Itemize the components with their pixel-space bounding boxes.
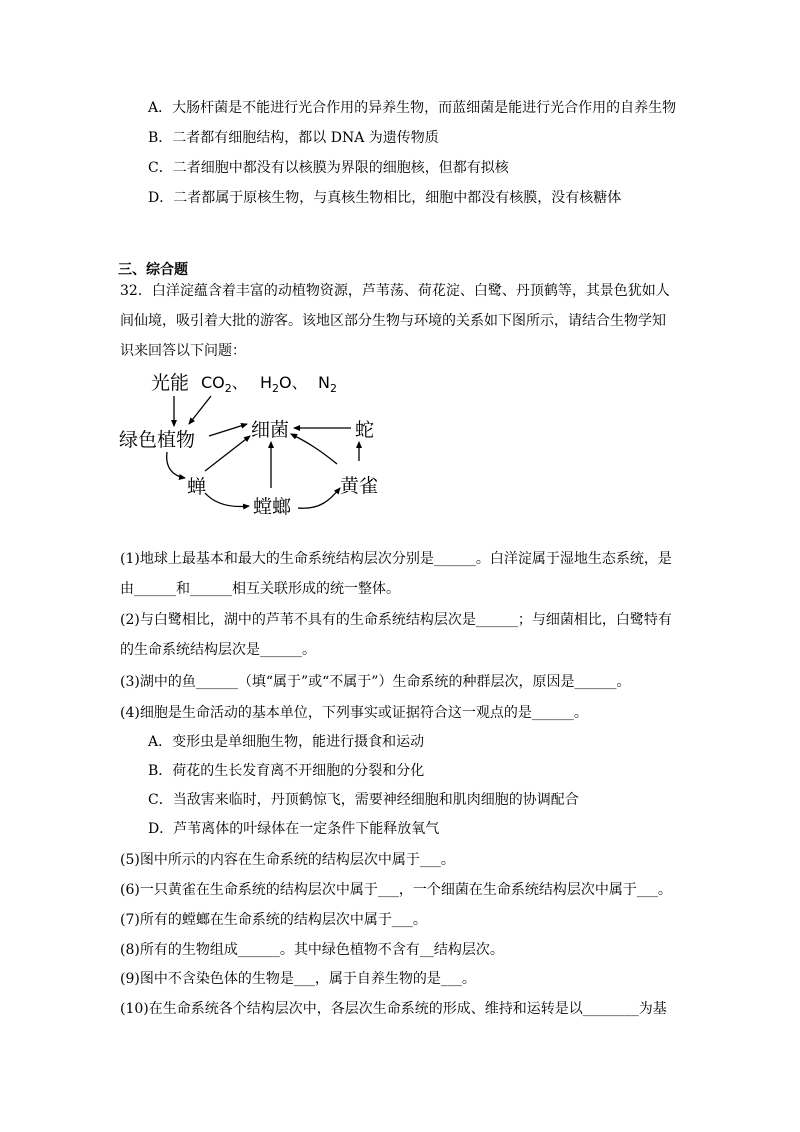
arrow-plant-bacteria <box>209 424 247 436</box>
option-a: A．大肠杆菌是不能进行光合作用的异养生物，而蓝细菌是能进行光合作用的自养生物 <box>148 100 677 116</box>
q4-option-b: B．荷花的生长发育离不开细胞的分裂和分化 <box>148 763 425 779</box>
subquestion-1-line-1: (1)地球上最基本和最大的生命系统结构层次分别是______。白洋淀属于湿地生态系统，是 <box>120 551 672 567</box>
option-d: D．二者都属于原核生物，与真核生物相比，细胞中都没有核膜，没有核糖体 <box>148 190 622 206</box>
section-heading: 三、综合题 <box>118 262 188 278</box>
bacteria-label: 细菌 <box>251 419 290 441</box>
subquestion-7: (7)所有的螳螂在生命系统的结构层次中属于___。 <box>120 912 427 928</box>
q4-option-c: C．当敌害来临时，丹顶鹤惊飞，需要神经细胞和肌肉细胞的协调配合 <box>148 792 579 808</box>
q4-option-d: D．芦苇离体的叶绿体在一定条件下能释放氧气 <box>148 821 440 837</box>
option-c: C．二者细胞中都没有以核膜为界限的细胞核，但都有拟核 <box>148 160 509 176</box>
subquestion-2-line-1: (2)与白鹭相比，湖中的芦苇不具有的生命系统结构层次是______；与细菌相比，白鹭特有 <box>120 612 672 628</box>
subquestion-4: (4)细胞是生命活动的基本单位，下列事实或证据符合这一观点的是______。 <box>120 705 588 721</box>
subquestion-5: (5)图中所示的内容在生命系统的结构层次中属于___。 <box>120 852 455 868</box>
snake-label: 蛇 <box>355 419 375 441</box>
co2-label: $CO_2$、 <box>201 373 248 395</box>
subquestion-8: (8)所有的生物组成______。其中绿色植物不含有__结构层次。 <box>120 942 504 958</box>
question-stem-line-2: 间仙境，吸引着大批的游客。该地区部分生物与环境的关系如下图所示，请结合生物学知 <box>120 313 666 329</box>
cicada-label: 蝉 <box>187 476 207 498</box>
option-b: B．二者都有细胞结构，都以 DNA 为遗传物质 <box>148 130 439 146</box>
question-stem-line-1: 32．白洋淀蕴含着丰富的动植物资源，芦苇荡、荷花淀、白鹭、丹顶鹤等，其景色犹如人 <box>120 283 670 299</box>
subquestion-1-line-2: 由______和______相互关联形成的统一整体。 <box>120 581 400 597</box>
n2-label: $N_2$ <box>318 373 337 395</box>
arrow-mantis-oriole <box>298 488 340 508</box>
arrow-plant-cicada <box>167 452 185 478</box>
subquestion-2-line-2: 的生命系统结构层次是______。 <box>120 642 316 658</box>
arrow-cicada-bacteria <box>205 436 250 471</box>
subquestion-10: (10)在生命系统各个结构层次中，各层次生命系统的形成、维持和运转是以________为基 <box>120 1001 667 1017</box>
subquestion-6: (6)一只黄雀在生命系统的结构层次中属于___，一个细菌在生命系统结构层次中属于___。 <box>120 882 672 898</box>
oriole-label: 黄雀 <box>340 475 379 497</box>
arrow-oriole-bacteria <box>291 434 337 464</box>
food-web-diagram <box>115 368 390 520</box>
question-stem-line-3: 识来回答以下问题： <box>120 343 246 359</box>
q4-option-a: A．变形虫是单细胞生物，能进行摄食和运动 <box>148 734 425 750</box>
subquestion-9: (9)图中不含染色体的生物是___，属于自养生物的是___。 <box>120 971 476 987</box>
arrow-cicada-mantis <box>205 493 249 506</box>
mantis-label: 螳螂 <box>253 496 292 518</box>
arrow-gases-plant <box>189 396 211 424</box>
green-plant-label: 绿色植物 <box>119 429 196 451</box>
h2o-label: $H_2O$、 <box>260 373 308 395</box>
light-energy-label: 光能 <box>151 372 190 394</box>
subquestion-3: (3)湖中的鱼______（填“属于”或“不属于”）生命系统的种群层次，原因是______。 <box>120 674 631 690</box>
